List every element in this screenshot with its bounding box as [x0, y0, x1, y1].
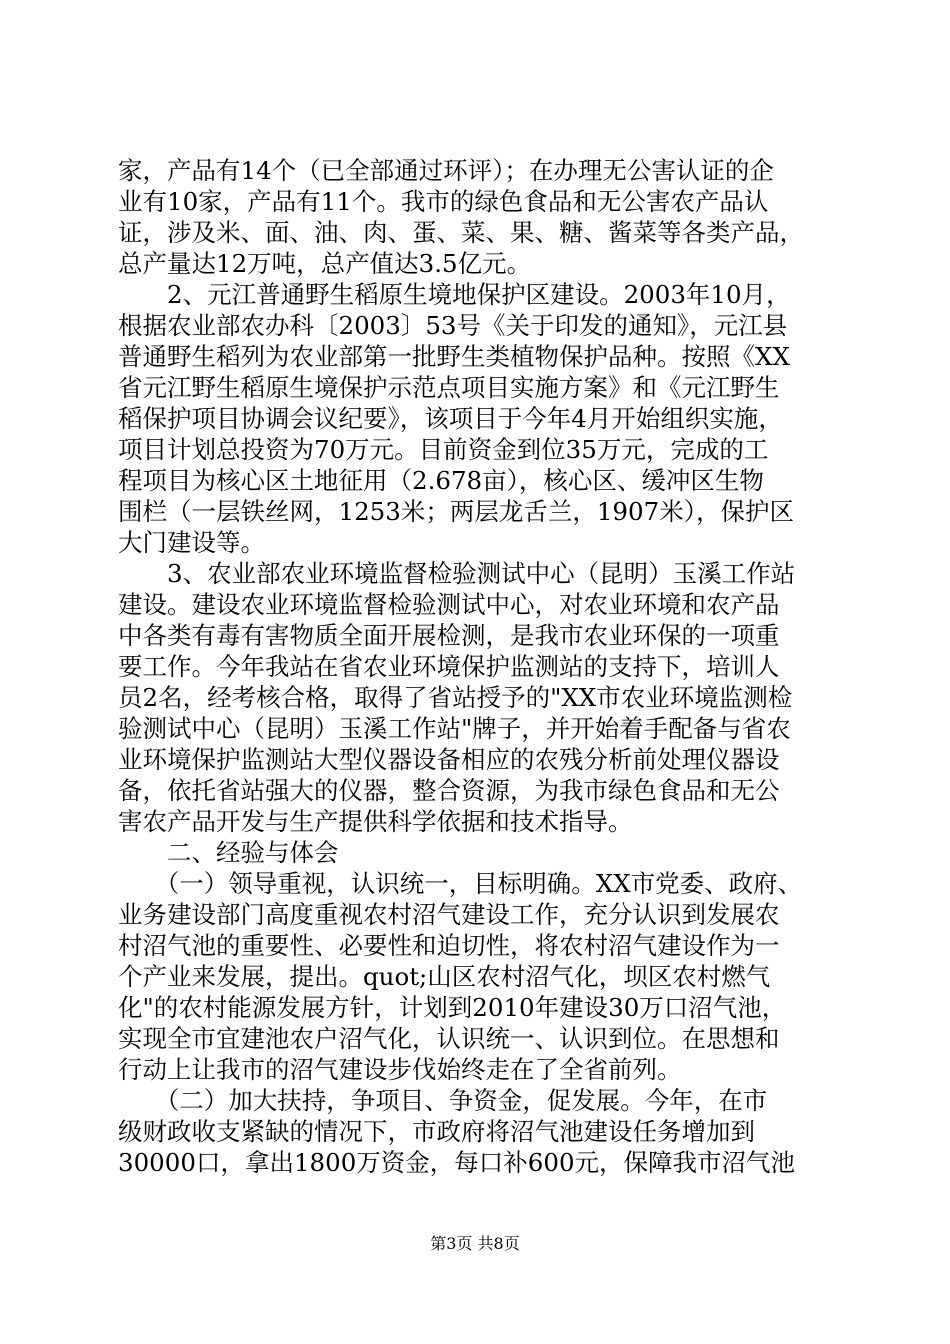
- text-line: 3、农业部农业环境监督检验测试中心（昆明）玉溪工作站: [118, 559, 796, 588]
- text-line: 建设。建设农业环境监督检验测试中心，对农业环境和农产品: [118, 590, 780, 619]
- text-line: 村沼气池的重要性、必要性和迫切性，将农村沼气建设作为一: [118, 931, 780, 960]
- text-line: 2、元江普通野生稻原生境地保护区建设。2003年10月，: [118, 280, 791, 309]
- section-heading: 二、经验与体会: [118, 838, 339, 867]
- text-line: 根据农业部农办科〔2003〕53号《关于印发的通知》，元江县: [118, 311, 788, 340]
- text-line: 大门建设等。: [118, 528, 265, 557]
- text-line: 中各类有毒有害物质全面开展检测，是我市农业环保的一项重: [118, 621, 780, 650]
- text-line: 员2名，经考核合格，取得了省站授予的"XX市农业环境监测检: [118, 683, 793, 712]
- text-line: （二）加大扶持，争项目、争资金，促发展。今年，在市: [118, 1086, 768, 1115]
- text-line: 业环境保护监测站大型仪器设备相应的农残分析前处理仪器设: [118, 745, 780, 774]
- text-line: 业务建设部门高度重视农村沼气建设工作，充分认识到发展农: [118, 900, 780, 929]
- text-line: 证，涉及米、面、油、肉、蛋、菜、果、糖、酱菜等各类产品，: [118, 218, 804, 247]
- text-line: 级财政收支紧缺的情况下，市政府将沼气池建设任务增加到: [118, 1117, 755, 1146]
- text-line: 家，产品有14个（已全部通过环评）；在办理无公害认证的企: [118, 156, 774, 185]
- page-number: 第3页 共8页: [430, 1234, 520, 1253]
- text-line: 程项目为核心区土地征用（2.678亩），核心区、缓冲区生物: [118, 466, 764, 495]
- text-line: 行动上让我市的沼气建设步伐始终走在了全省前列。: [118, 1055, 682, 1084]
- text-line: 围栏（一层铁丝网，1253米；两层龙舌兰，1907米），保护区: [118, 497, 794, 526]
- text-line: 稻保护项目协调会议纪要》，该项目于今年4月开始组织实施，: [118, 404, 783, 433]
- text-line: 省元江野生稻原生境保护示范点项目实施方案》和《元江野生: [118, 373, 780, 402]
- text-line: （一）领导重视，认识统一，目标明确。XX市党委、政府、: [118, 869, 803, 898]
- text-line: 业有10家，产品有11个。我市的绿色食品和无公害农产品认: [118, 187, 769, 216]
- text-line: 验测试中心（昆明）玉溪工作站"牌子，并开始着手配备与省农: [118, 714, 791, 743]
- text-line: 实现全市宜建池农户沼气化，认识统一、认识到位。在思想和: [118, 1024, 780, 1053]
- text-line: 备，依托省站强大的仪器，整合资源，为我市绿色食品和无公: [118, 776, 780, 805]
- text-line: 总产量达12万吨，总产值达3.5亿元。: [118, 249, 532, 278]
- text-line: 30000口，拿出1800万资金，每口补600元，保障我市沼气池: [118, 1148, 796, 1177]
- text-line: 项目计划总投资为70万元。目前资金到位35万元，完成的工: [118, 435, 769, 464]
- text-line: 化"的农村能源发展方针，计划到2010年建设30万口沼气池，: [118, 993, 787, 1022]
- text-line: 个产业来发展，提出。quot;山区农村沼气化，坝区农村燃气: [118, 962, 771, 991]
- text-line: 要工作。今年我站在省农业环境保护监测站的支持下，培训人: [118, 652, 780, 681]
- text-line: 害农产品开发与生产提供科学依据和技术指导。: [118, 807, 633, 836]
- text-line: 普通野生稻列为农业部第一批野生类植物保护品种。按照《XX: [118, 342, 790, 371]
